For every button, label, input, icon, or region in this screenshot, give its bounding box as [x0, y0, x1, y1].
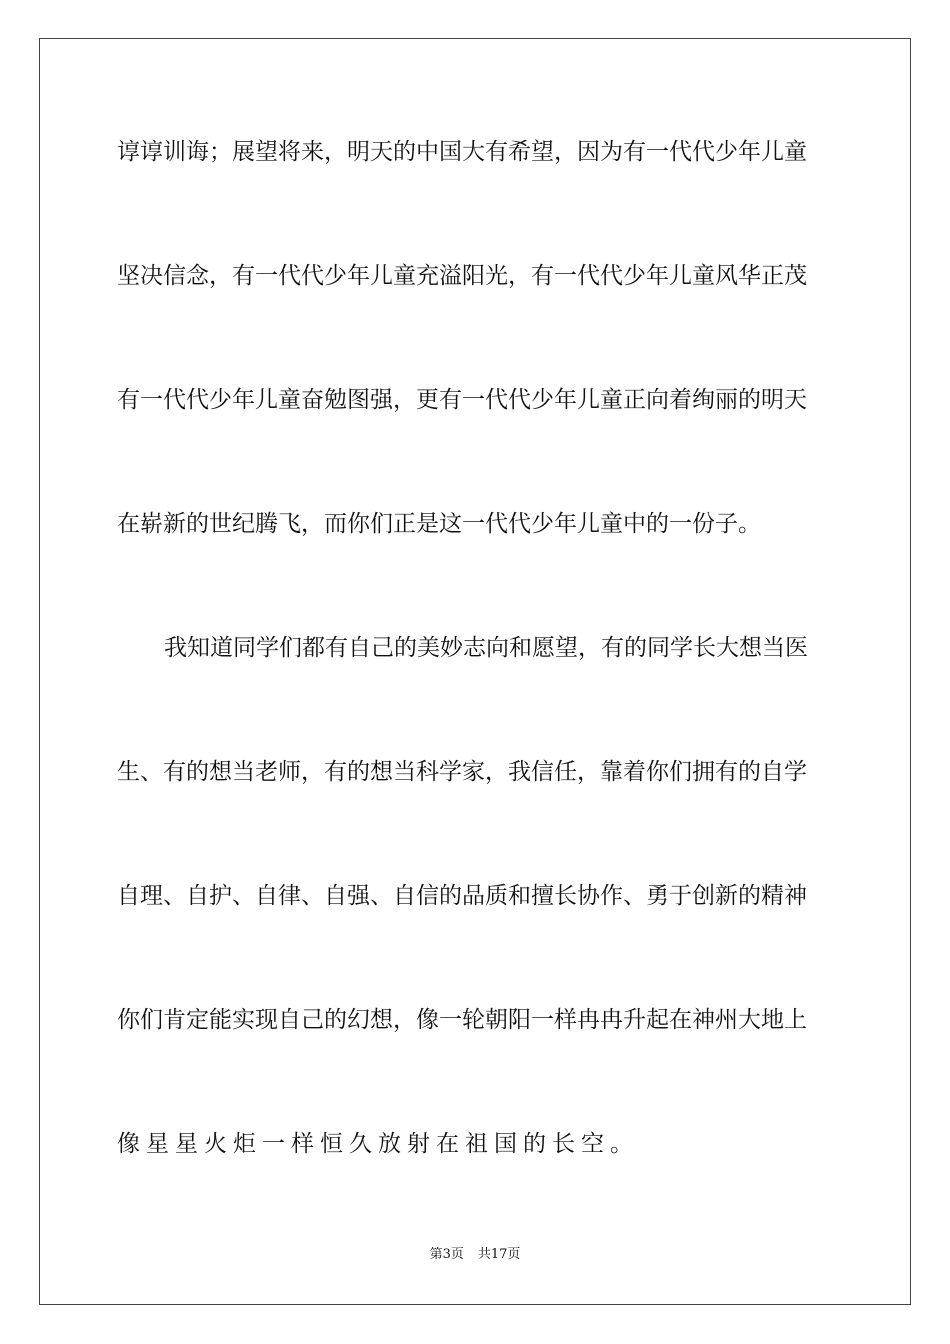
- page-footer: [0, 1246, 950, 1264]
- text-line: 像星星火炬一样恒久放射在祖国的长空。: [117, 1131, 639, 1157]
- text-line: 在崭新的世纪腾飞，而你们正是这一代代少年儿童中的一份子。: [117, 511, 761, 537]
- text-line: 谆谆训诲；展望将来，明天的中国大有希望，因为有一代代少年儿童: [117, 139, 807, 165]
- text-line: 坚决信念，有一代代少年儿童充溢阳光，有一代代少年儿童风华正茂: [117, 263, 807, 289]
- page-number: 第3页: [429, 1247, 464, 1262]
- text-line: 生、有的想当老师，有的想当科学家，我信任，靠着你们拥有的自学: [117, 759, 807, 785]
- text-line: 你们肯定能实现自己的幻想，像一轮朝阳一样冉冉升起在神州大地上: [117, 1007, 807, 1033]
- page-border: [39, 38, 911, 1305]
- text-line: 有一代代少年儿童奋勉图强，更有一代代少年儿童正向着绚丽的明天: [117, 387, 807, 413]
- text-line: 自理、自护、自律、自强、自信的品质和擅长协作、勇于创新的精神: [117, 883, 807, 909]
- paragraph-first-line: 我知道同学们都有自己的美妙志向和愿望，有的同学长大想当医: [164, 635, 808, 661]
- page-total: 共17页: [477, 1247, 521, 1262]
